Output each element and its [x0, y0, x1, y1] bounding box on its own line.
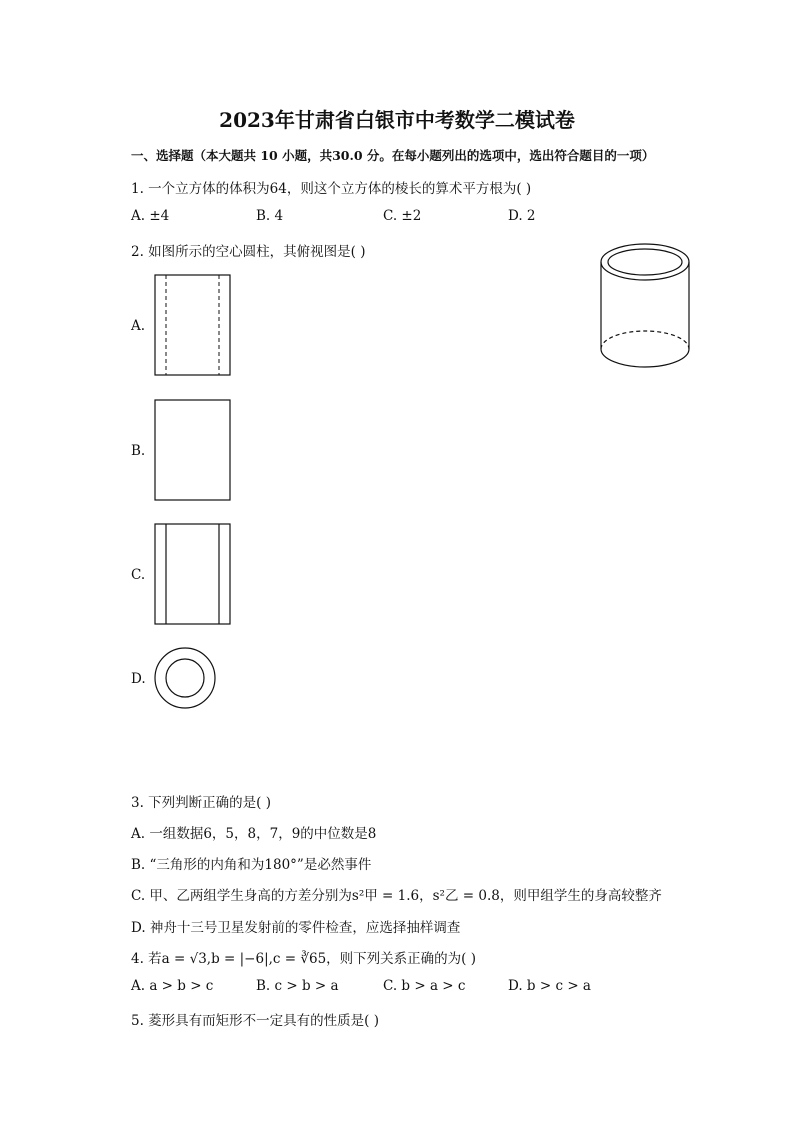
question-2-label-a: A.	[131, 318, 146, 334]
question-3-option-a: A. 一组数据6，5，8，7，9的中位数是8	[131, 826, 377, 842]
section-heading: 一、选择题（本大题共 10 小题，共30.0 分。在每小题列出的选项中，选出符合题目的一项）	[131, 148, 655, 163]
question-3-option-c: C. 甲、乙两组学生身高的方差分别为s²甲 = 1.6，s²乙 = 0.8，则甲组学生的身高较整齐	[131, 888, 662, 904]
question-4-option-c: C. b > a > c	[383, 978, 466, 994]
question-2-label-b: B.	[131, 443, 146, 459]
question-1-option-c: C. ±2	[383, 208, 422, 224]
question-1-option-b: B. 4	[256, 208, 284, 224]
question-2-stem: 2. 如图所示的空心圆柱，其俯视图是( )	[131, 244, 366, 260]
question-1-stem: 1. 一个立方体的体积为64，则这个立方体的棱长的算术平方根为( )	[131, 181, 532, 197]
option-d-figure	[154, 647, 218, 711]
question-4-stem: 4. 若a = √3,b = |−6|,c = ∛65，则下列关系正确的为( )	[131, 951, 476, 967]
question-1-option-a: A. ±4	[131, 208, 170, 224]
question-5-stem: 5. 菱形具有而矩形不一定具有的性质是( )	[131, 1013, 379, 1029]
page-title: 2023年甘肃省白银市中考数学二模试卷	[219, 108, 575, 132]
option-c-figure	[154, 523, 232, 627]
question-4-option-a: A. a > b > c	[131, 978, 214, 994]
option-b-figure	[154, 399, 232, 503]
question-4-option-b: B. c > b > a	[256, 978, 339, 994]
question-1-option-d: D. 2	[508, 208, 536, 224]
question-4-option-d: D. b > c > a	[508, 978, 591, 994]
option-a-figure	[154, 274, 232, 378]
question-3-option-b: B. “三角形的内角和为180°”是必然事件	[131, 857, 372, 873]
question-2-label-d: D.	[131, 671, 146, 687]
question-3-stem: 3. 下列判断正确的是( )	[131, 795, 271, 811]
hollow-cylinder-figure	[598, 240, 694, 374]
question-3-option-d: D. 神舟十三号卫星发射前的零件检查，应选择抽样调查	[131, 920, 461, 936]
question-2-label-c: C.	[131, 567, 146, 583]
